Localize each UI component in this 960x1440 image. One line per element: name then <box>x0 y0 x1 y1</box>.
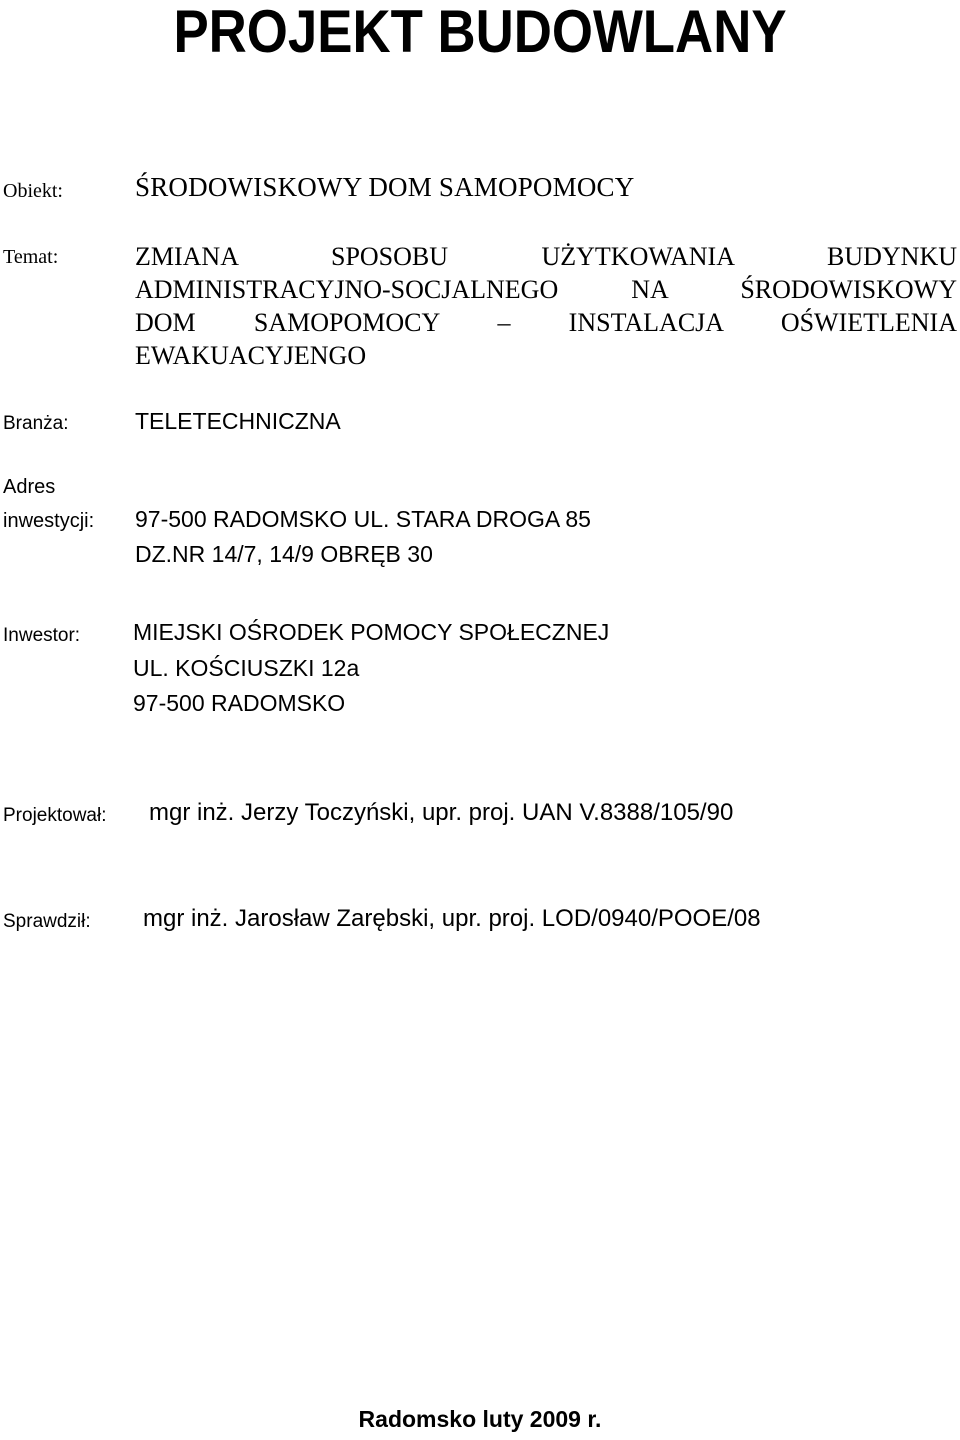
sprawdzil-label: Sprawdził: <box>3 911 91 932</box>
temat-label: Temat: <box>3 246 59 268</box>
obiekt-label: Obiekt: <box>3 180 63 202</box>
temat-line: ZMIANA SPOSOBU UŻYTKOWANIA BUDYNKU <box>135 242 957 271</box>
adres-value-line1: 97-500 RADOMSKO UL. STARA DROGA 85 <box>135 506 591 532</box>
adres-value-line2: DZ.NR 14/7, 14/9 OBRĘB 30 <box>135 541 433 567</box>
inwestor-value-line2: UL. KOŚCIUSZKI 12a <box>133 655 360 681</box>
temat-line: DOM SAMOPOMOCY – INSTALACJA OŚWIETLENIA <box>135 308 957 337</box>
inwestycji-label: inwestycji: <box>3 510 95 532</box>
projektowal-label: Projektował: <box>3 805 107 826</box>
branza-value: TELETECHNICZNA <box>135 408 341 434</box>
inwestor-value-line3: 97-500 RADOMSKO <box>133 690 346 716</box>
temat-line: EWAKUACYJENGO <box>135 341 367 370</box>
temat-value <box>135 240 957 372</box>
inwestor-value-line1: MIEJSKI OŚRODEK POMOCY SPOŁECZNEJ <box>133 619 610 645</box>
inwestor-label: Inwestor: <box>3 625 81 646</box>
branza-label: Branża: <box>3 413 69 434</box>
obiekt-value: ŚRODOWISKOWY DOM SAMOPOMOCY <box>135 172 635 202</box>
projektowal-value: mgr inż. Jerzy Toczyński, upr. proj. UAN V.8388/105/90 <box>149 799 734 826</box>
place-date-footer: Radomsko luty 2009 r. <box>358 1406 602 1432</box>
sprawdzil-value: mgr inż. Jarosław Zarębski, upr. proj. LOD/0940/POOE/08 <box>143 905 761 932</box>
document-title: PROJEKT BUDOWLANY <box>173 0 787 65</box>
adres-label: Adres <box>3 476 56 498</box>
temat-line: ADMINISTRACYJNO-SOCJALNEGO NA ŚRODOWISKOWY <box>135 275 957 304</box>
